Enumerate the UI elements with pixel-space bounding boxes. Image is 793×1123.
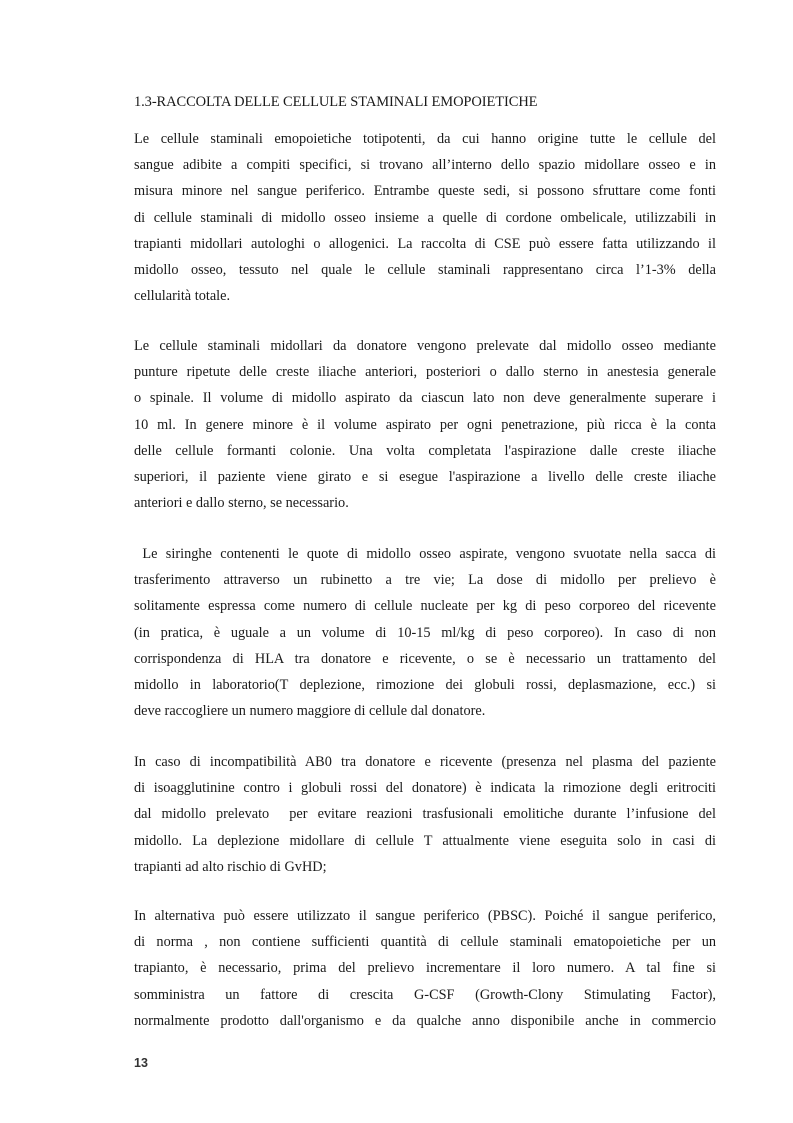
text-line: trapianti ad alto rischio di GvHD; <box>134 858 327 875</box>
text-line: Le siringhe contenenti le quote di midollo osseo aspirate, vengono svuotate nella sacca di <box>134 546 716 562</box>
text-line: solitamente espressa come numero di cellule nucleate per kg di peso corporeo del ricevente <box>134 598 716 615</box>
text-line: trapianti midollari autologhi o allogenici. La raccolta di CSE può essere fatta utilizzando il <box>134 235 716 252</box>
section-heading: 1.3-RACCOLTA DELLE CELLULE STAMINALI EMOPOIETICHE <box>134 94 538 110</box>
text-line: trasferimento attraverso un rubinetto a tre vie; La dose di midollo per prelievo è <box>134 572 716 589</box>
paragraph-1 <box>134 126 716 309</box>
text-line: midollo. La deplezione midollare di cellule T attualmente viene eseguita solo in casi di <box>134 832 716 849</box>
paragraph-5 <box>134 903 716 1034</box>
text-line: deve raccogliere un numero maggiore di cellule dal donatore. <box>134 703 486 720</box>
text-line: di norma , non contiene sufficienti quantità di cellule staminali ematopoietiche per un <box>134 934 716 951</box>
text-line: Le cellule staminali midollari da donatore vengono prelevate dal midollo osseo mediante <box>134 338 716 354</box>
text-line: punture ripetute delle creste iliache anteriori, posteriori o dallo sterno in anestesia generale <box>134 364 716 381</box>
text-line: anteriori e dallo sterno, se necessario. <box>134 495 349 512</box>
text-line: Le cellule staminali emopoietiche totipotenti, da cui hanno origine tutte le cellule del <box>134 131 716 147</box>
text-line: di cellule staminali di midollo osseo insieme a quelle di cordone ombelicale, utilizzabili in <box>134 209 716 226</box>
text-line: (in pratica, è uguale a un volume di 10-15 ml/kg di peso corporeo). In caso di non <box>134 624 716 641</box>
text-line: somministra un fattore di crescita G-CSF (Growth-Clony Stimulating Factor), <box>134 986 716 1003</box>
paragraph-4 <box>134 749 716 880</box>
text-line: 10 ml. In genere minore è il volume aspirato per ogni penetrazione, più ricca è la conta <box>134 416 716 433</box>
paragraph-3 <box>134 541 716 724</box>
text-line: superiori, il paziente viene girato e si esegue l'aspirazione a livello delle creste iliache <box>134 469 716 486</box>
text-line: dal midollo prelevato per evitare reazioni trasfusionali emolitiche durante l’infusione del <box>134 806 716 823</box>
text-line: In caso di incompatibilità AB0 tra donatore e ricevente (presenza nel plasma del paziente <box>134 754 716 770</box>
text-line: di isoagglutinine contro i globuli rossi del donatore) è indicata la rimozione degli eritrociti <box>134 780 716 797</box>
text-line: midollo osseo, tessuto nel quale le cellule staminali rappresentano circa l’1-3% della <box>134 262 716 279</box>
text-line: In alternativa può essere utilizzato il sangue periferico (PBSC). Poiché il sangue periferico, <box>134 908 716 924</box>
text-line: delle cellule formanti colonie. Una volta completata l'aspirazione dalle creste iliache <box>134 442 716 459</box>
text-line: corrispondenza di HLA tra donatore e ricevente, o se è necessario un trattamento del <box>134 650 716 667</box>
text-line: cellularità totale. <box>134 288 231 305</box>
text-line: misura minore nel sangue periferico. Entrambe queste sedi, si possono sfruttare come fonti <box>134 183 716 200</box>
text-line: normalmente prodotto dall'organismo e da qualche anno disponibile anche in commercio <box>134 1012 716 1029</box>
text-line: midollo in laboratorio(T deplezione, rimozione dei globuli rossi, deplasmazione, ecc.) si <box>134 677 716 694</box>
text-line: trapianto, è necessario, prima del prelievo incrementare il loro numero. A tal fine si <box>134 960 716 977</box>
page-number: 13 <box>134 1056 148 1070</box>
text-line: o spinale. Il volume di midollo aspirato da ciascun lato non deve generalmente superare i <box>134 390 716 407</box>
text-line: sangue adibite a compiti specifici, si trovano all’interno dello spazio midollare osseo e in <box>134 157 716 174</box>
paragraph-2 <box>134 333 716 516</box>
